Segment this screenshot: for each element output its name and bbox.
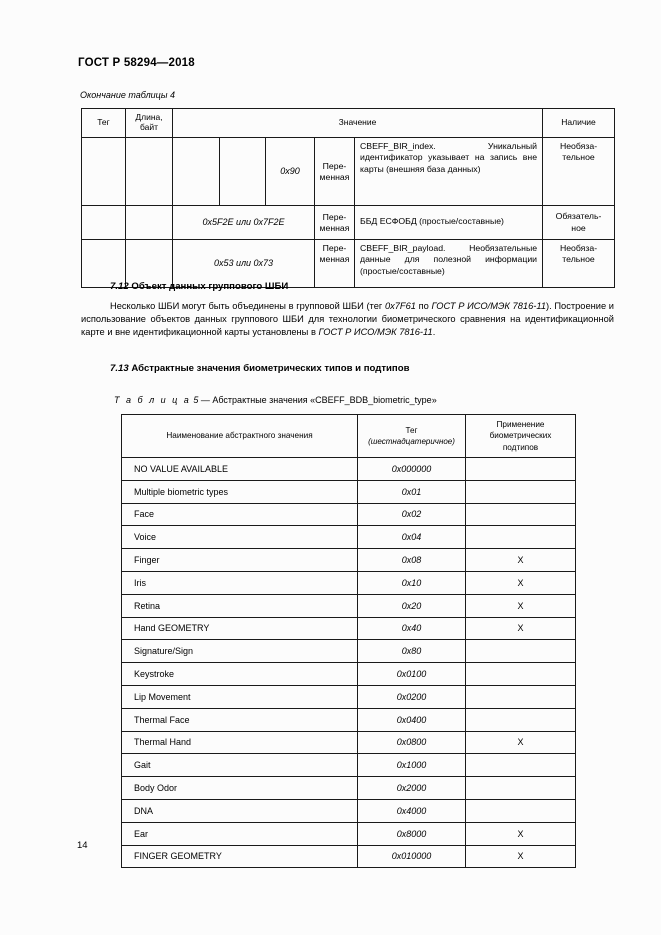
table4-cell-size-line1: Пере- (322, 160, 347, 171)
section-heading-7-13 (110, 363, 409, 374)
table4-cell-hex: 0x90 (266, 138, 315, 206)
table5-cell-name: Gait (122, 754, 358, 777)
table-row (122, 640, 576, 663)
table5-caption (114, 395, 437, 405)
table5-cell-name: Iris (122, 571, 358, 594)
table5-cell-tag: 0x40 (358, 617, 466, 640)
table5-header-row (122, 415, 576, 458)
table5-cell-tag: 0x0200 (358, 685, 466, 708)
table5-caption-text: Абстрактные значения «CBEFF_BDB_biometric_type» (212, 395, 437, 405)
table-row (122, 731, 576, 754)
table5-cell-name: DNA (122, 799, 358, 822)
table5-cell-use (466, 663, 576, 686)
table-row (122, 617, 576, 640)
table4-cell-size (315, 240, 355, 288)
para-a: Несколько ШБИ могут быть объединены в групповой ШБИ (тег (110, 301, 385, 311)
table5-cell-tag: 0x2000 (358, 777, 466, 800)
table5-cell-name: Body Odor (122, 777, 358, 800)
table5-cell-name: Thermal Face (122, 708, 358, 731)
table5-cell-tag: 0x1000 (358, 754, 466, 777)
table4-col-value: Значение (173, 109, 543, 138)
table4-cell-size (315, 206, 355, 240)
table4-cell-description: ББД ЕСФОБД (простые/составные) (355, 206, 543, 240)
table5-cell-tag: 0x010000 (358, 845, 466, 868)
table5-col-use-line2: биометрических (489, 431, 552, 441)
section-7-12-title: Объект данных группового ШБИ (131, 281, 289, 292)
table4-col-length-line2: байт (139, 122, 159, 132)
table-row (122, 799, 576, 822)
table4-cell-description: CBEFF_BIR_index. Уникальный идентификатор указывает на запись вне карты (внешняя база данных) (355, 138, 543, 206)
table5-col-name: Наименование абстрактного значения (122, 415, 358, 458)
section-7-12-number: 7.12 (110, 281, 129, 292)
table4-cell-hex: 0x5F2E или 0x7F2E (173, 206, 315, 240)
table4-cell-availability-line2: ное (571, 222, 586, 233)
para-d: . (432, 327, 436, 338)
table-row (122, 663, 576, 686)
table5-cell-use: X (466, 571, 576, 594)
table5-cell-use (466, 526, 576, 549)
table5-cell-use: X (466, 731, 576, 754)
table5-caption-dash: — (200, 395, 210, 405)
table4-row (82, 138, 615, 206)
table-row (122, 571, 576, 594)
table5-cell-use (466, 458, 576, 481)
table5-cell-name: Finger (122, 549, 358, 572)
table-row (122, 845, 576, 868)
table5-cell-tag: 0x0100 (358, 663, 466, 686)
section-7-12-paragraph (81, 300, 614, 340)
table5-cell-name: Voice (122, 526, 358, 549)
table5-cell-name: Keystroke (122, 663, 358, 686)
table5-cell-use (466, 754, 576, 777)
table4-continuation-caption: Окончание таблицы 4 (80, 90, 175, 100)
table4-col-tag: Тег (82, 109, 126, 138)
table5-cell-name: Retina (122, 594, 358, 617)
table4-header-row (82, 109, 615, 138)
table4-cell-size-line2: менная (319, 222, 350, 233)
table4-cell-availability (543, 206, 615, 240)
table5-cell-use (466, 777, 576, 800)
para-tag-hex: 0x7F61 (384, 301, 416, 311)
table-row (122, 685, 576, 708)
table-row (122, 480, 576, 503)
table4-cell-availability-line1: Обязатель- (555, 211, 602, 222)
table5-cell-tag: 0x20 (358, 594, 466, 617)
para-c: ). Построение и использование объектов данных группового ШБИ для технологии биометрического сравнения на идентификационной карте и вне идентификационной карты установлены в (81, 301, 614, 338)
section-heading-7-12 (110, 281, 288, 292)
table-row (122, 708, 576, 731)
table4-cell-availability-line2: тельное (562, 254, 595, 265)
running-header-standard-number: ГОСТ Р 58294—2018 (78, 57, 195, 69)
table-row (122, 458, 576, 481)
table5-col-tag-line1: Тег (405, 425, 418, 435)
table-row (122, 777, 576, 800)
table5-cell-name: Face (122, 503, 358, 526)
table4-cell-length (126, 138, 173, 206)
table5-cell-tag: 0x0400 (358, 708, 466, 731)
table-row (122, 594, 576, 617)
table5-cell-tag: 0x000000 (358, 458, 466, 481)
table-row (122, 754, 576, 777)
table5-cell-use: X (466, 845, 576, 868)
table5-cell-name: Ear (122, 822, 358, 845)
table5-body (122, 458, 576, 868)
table5-cell-name: NO VALUE AVAILABLE (122, 458, 358, 481)
table5-cell-tag: 0x8000 (358, 822, 466, 845)
table5-cell-name: FINGER GEOMETRY (122, 845, 358, 868)
table5-cell-tag: 0x80 (358, 640, 466, 663)
table5-cell-use (466, 685, 576, 708)
table-row (122, 503, 576, 526)
table4-cell-description: CBEFF_BIR_payload. Необязательные данные для полезной информации (простые/составные) (355, 240, 543, 288)
table5-col-tag-line2: (шестнадцатеричное) (368, 436, 455, 446)
table4-cell-length (126, 206, 173, 240)
table5-cell-use: X (466, 594, 576, 617)
table4-cell-availability-line2: тельное (562, 152, 595, 163)
table4-cell-hex: 0x53 или 0x73 (173, 240, 315, 288)
table4-cell-availability (543, 138, 615, 206)
table5-col-tag (358, 415, 466, 458)
table5-caption-number: 5 (193, 395, 199, 405)
section-7-13-title: Абстрактные значения биометрических типов и подтипов (131, 363, 410, 374)
table5-cell-name: Signature/Sign (122, 640, 358, 663)
table5 (121, 414, 575, 868)
table5-cell-tag: 0x08 (358, 549, 466, 572)
table5-cell-use: X (466, 549, 576, 572)
table5-cell-use: X (466, 617, 576, 640)
table4 (81, 108, 614, 288)
table5-cell-name: Hand GEOMETRY (122, 617, 358, 640)
table4-col-availability: Наличие (543, 109, 615, 138)
table5-col-use-line3: подтипов (502, 442, 539, 452)
table5-cell-use (466, 480, 576, 503)
table-row (122, 822, 576, 845)
table4-cell-availability-line1: Необяза- (559, 243, 598, 253)
table4-cell-sub1 (173, 138, 220, 206)
page-number: 14 (77, 840, 88, 851)
table4-cell-availability (543, 240, 615, 288)
table4-col-length (126, 109, 173, 138)
table4-cell-size-line2: менная (319, 253, 350, 264)
table-row (122, 526, 576, 549)
table-row (122, 549, 576, 572)
para-ref-2: ГОСТ Р ИСО/МЭК 7816-11 (318, 327, 433, 338)
table5-cell-tag: 0x4000 (358, 799, 466, 822)
table4-cell-tag (82, 138, 126, 206)
table5-cell-use (466, 503, 576, 526)
table4-cell-size (315, 138, 355, 206)
table5-cell-name: Multiple biometric types (122, 480, 358, 503)
table4-col-length-line1: Длина, (135, 112, 163, 123)
table5-caption-label: Т а б л и ц а (114, 395, 191, 405)
table5-cell-use (466, 708, 576, 731)
table5-col-use-line1: Применение (496, 420, 545, 430)
table5-cell-use (466, 799, 576, 822)
table5-cell-tag: 0x10 (358, 571, 466, 594)
table4-cell-availability-line1: Необяза- (559, 141, 598, 151)
para-b: по (415, 301, 432, 311)
table4-cell-sub2 (220, 138, 266, 206)
table4-row (82, 206, 615, 240)
table5-col-subtype-use (466, 415, 576, 458)
table4-cell-tag (82, 206, 126, 240)
table5-cell-use (466, 640, 576, 663)
table5-cell-tag: 0x0800 (358, 731, 466, 754)
table5-cell-tag: 0x04 (358, 526, 466, 549)
section-7-13-number: 7.13 (110, 363, 129, 374)
table5-cell-name: Lip Movement (122, 685, 358, 708)
table5-cell-name: Thermal Hand (122, 731, 358, 754)
table5-cell-use: X (466, 822, 576, 845)
table4-cell-size-line1: Пере- (322, 243, 347, 253)
table5-cell-tag: 0x01 (358, 480, 466, 503)
para-ref-1: ГОСТ Р ИСО/МЭК 7816-11 (431, 301, 546, 311)
table5-cell-tag: 0x02 (358, 503, 466, 526)
table4-cell-size-line2: менная (319, 171, 350, 182)
table4-cell-size-line1: Пере- (322, 211, 347, 222)
